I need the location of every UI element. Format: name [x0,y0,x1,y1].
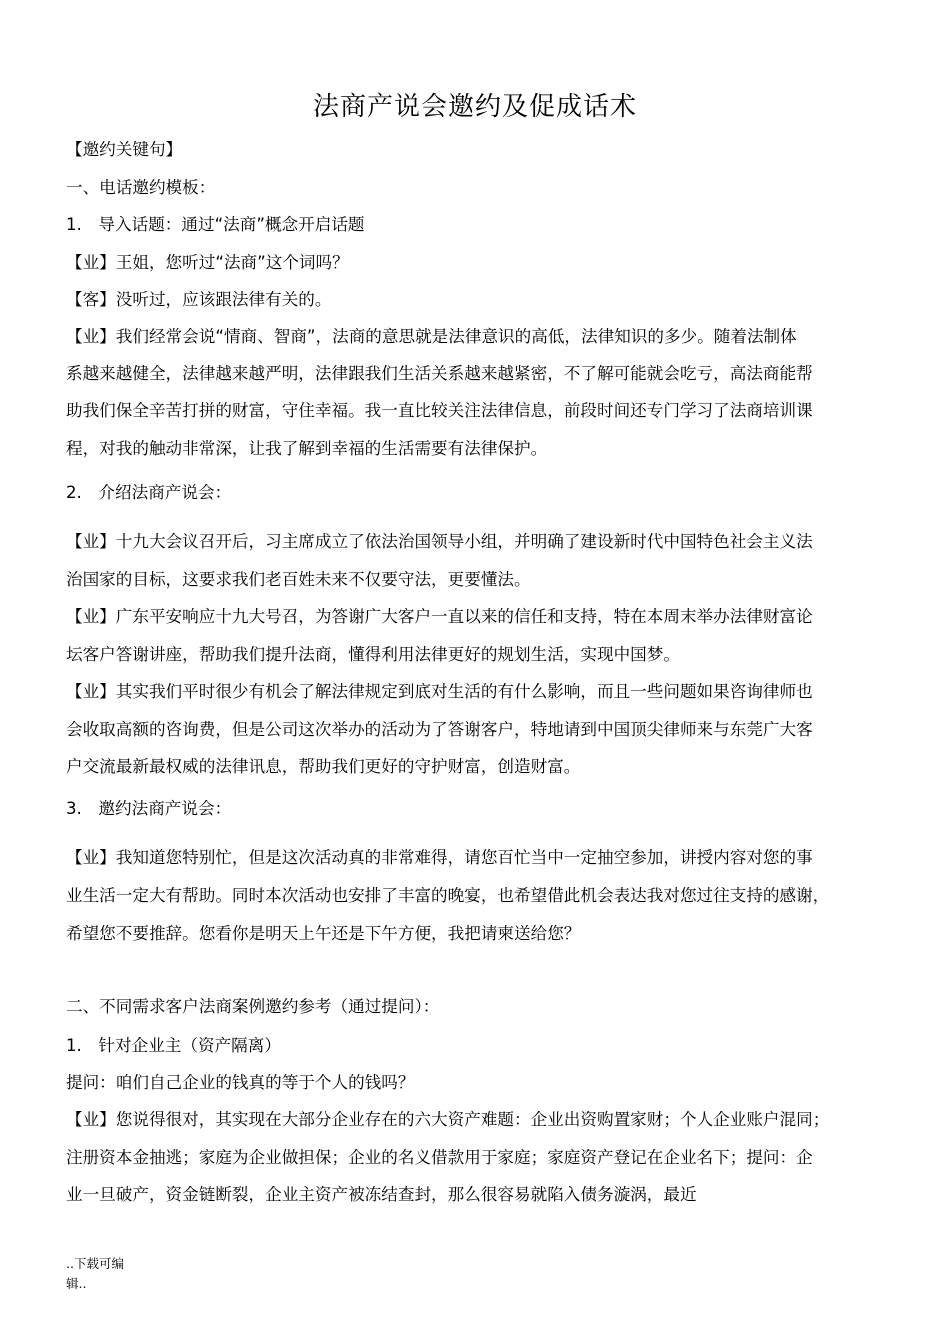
paragraph-line: 治国家的目标，这要求我们老百姓未来不仅要守法，更要懂法。 [66,570,531,589]
paragraph-line: 会收取高额的咨询费，但是公司这次举办的活动为了答谢客户，特地请到中国顶尖律师来与东莞广大客 [66,720,813,739]
footer-line: 辑.. [66,1276,87,1291]
footer-line: ..下载可编 [66,1256,124,1271]
paragraph-line: 【业】您说得很对，其实现在大部分企业存在的六大资产难题：企业出资购置家财；个人企业账户混同； [66,1110,830,1129]
section-heading: 一、电话邀约模板： [66,178,216,197]
paragraph-line: 【业】我知道您特别忙，但是这次活动真的非常难得，请您百忙当中一定抽空参加，讲授内容对您的事 [66,848,813,867]
paragraph-line: 户交流最新最权威的法律讯息，帮助我们更好的守护财富，创造财富。 [66,757,581,776]
paragraph-line: 坛客户答谢讲座，帮助我们提升法商，懂得利用法律更好的规划生活，实现中国梦。 [66,645,680,664]
section-heading: 【邀约关键句】 [66,140,183,159]
list-item-heading: 2. 介绍法商产说会： [66,483,232,502]
paragraph-line: 系越来越健全，法律越来越严明，法律跟我们生活关系越来越紧密，不了解可能就会吃亏，高法商能帮 [66,364,813,383]
paragraph-line: 【业】我们经常会说“情商、智商”，法商的意思就是法律意识的高低，法律知识的多少。随着法制体 [66,327,797,346]
paragraph-line: 助我们保全辛苦打拼的财富，守住幸福。我一直比较关注法律信息，前段时间还专门学习了法商培训课 [66,401,813,420]
list-item-heading: 3. 邀约法商产说会： [66,799,232,818]
paragraph-line: 注册资本金抽逃；家庭为企业做担保；企业的名义借款用于家庭；家庭资产登记在企业名下；提问：企 [66,1148,813,1167]
paragraph-line: 业一旦破产，资金链断裂，企业主资产被冻结查封，那么很容易就陷入债务漩涡，最近 [66,1185,697,1204]
paragraph-line: 程，对我的触动非常深，让我了解到幸福的生活需要有法律保护。 [66,439,548,458]
paragraph-line: 【业】十九大会议召开后，习主席成立了依法治国领导小组，并明确了建设新时代中国特色社会主义法 [66,532,813,551]
list-item-heading: 1. 针对企业主（资产隔离） [66,1036,281,1055]
dialogue-line: 【业】王姐，您听过“法商”这个词吗？ [66,253,349,272]
paragraph-line: 【业】其实我们平时很少有机会了解法律规定到底对生活的有什么影响，而且一些问题如果咨询律师也 [66,682,813,701]
paragraph-line: 希望您不要推辞。您看你是明天上午还是下午方便，我把请柬送给您？ [66,924,581,943]
section-heading: 二、不同需求客户法商案例邀约参考（通过提问）： [66,997,440,1016]
list-item-heading: 1. 导入话题：通过“法商”概念开启话题 [66,215,365,234]
paragraph-line: 业生活一定大有帮助。同时本次活动也安排了丰富的晚宴，也希望借此机会表达我对您过往支持的感谢， [66,886,830,905]
dialogue-line: 【客】没听过，应该跟法律有关的。 [66,290,332,309]
document-title: 法商产说会邀约及促成话术 [312,92,637,122]
paragraph-line: 【业】广东平安响应十九大号召，为答谢广大客户一直以来的信任和支持，特在本周末举办法律财富论 [66,607,813,626]
question-line: 提问：咱们自己企业的钱真的等于个人的钱吗？ [66,1073,415,1092]
footer-note [66,1254,124,1294]
